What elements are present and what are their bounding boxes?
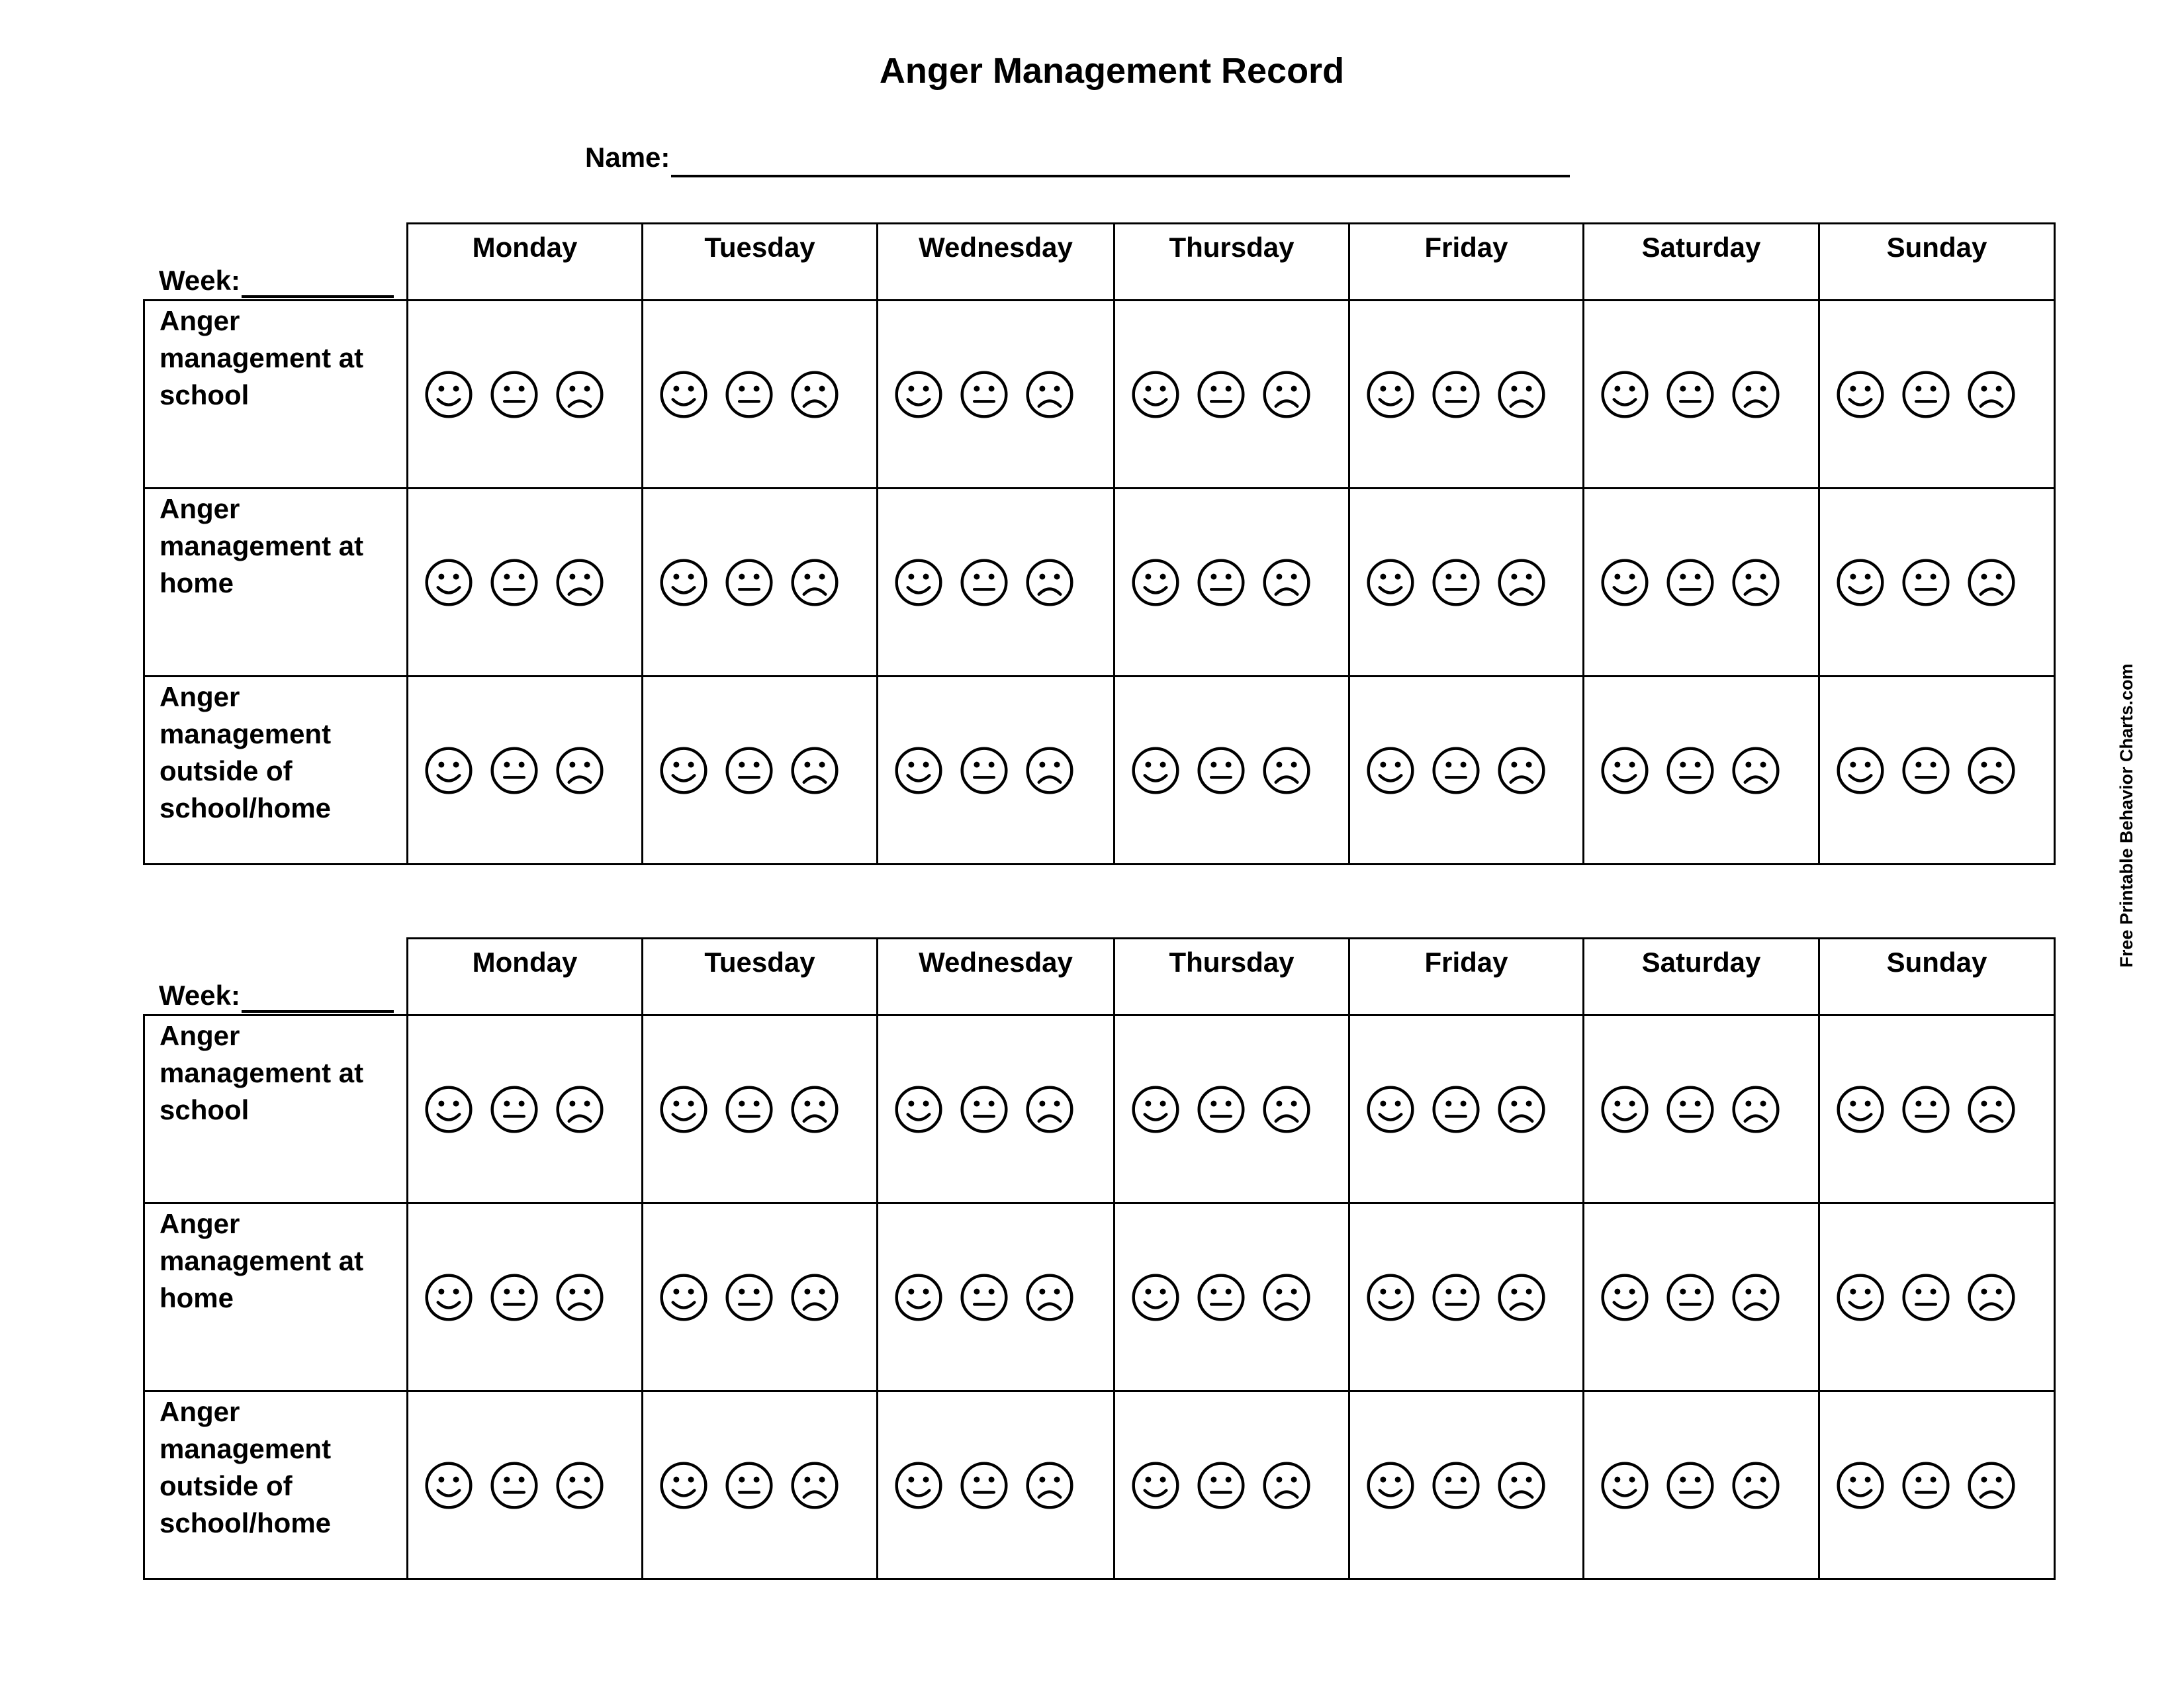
day-header-wednesday: Wednesday xyxy=(876,937,1115,1016)
smiley-face-icon[interactable] xyxy=(1366,370,1415,419)
rating-cell-tuesday[interactable] xyxy=(641,1014,878,1204)
neutral-face-icon[interactable] xyxy=(1432,1273,1480,1322)
rating-cell-saturday[interactable] xyxy=(1582,1014,1820,1204)
week-table-2 xyxy=(143,937,2054,1583)
frowning-face-icon[interactable] xyxy=(1497,746,1546,795)
rating-cell-monday[interactable] xyxy=(406,675,643,865)
neutral-face-icon[interactable] xyxy=(725,370,774,419)
smiley-face-icon[interactable] xyxy=(1366,1273,1415,1322)
page-title: Anger Management Record xyxy=(879,51,1345,91)
table-grid xyxy=(143,937,2054,1583)
rating-cell-wednesday[interactable] xyxy=(876,1014,1115,1204)
rating-cell-monday[interactable] xyxy=(406,1014,643,1204)
day-header-thursday: Thursday xyxy=(1113,222,1350,301)
row-label: Anger management at school xyxy=(143,299,408,489)
row-label: Anger management outside of school/home xyxy=(143,675,408,865)
smiley-face-icon[interactable] xyxy=(1600,1085,1649,1134)
rating-cell-sunday[interactable] xyxy=(1818,1014,2056,1204)
frowning-face-icon[interactable] xyxy=(1731,1273,1780,1322)
neutral-face-icon[interactable] xyxy=(1901,558,1950,607)
smiley-face-icon[interactable] xyxy=(894,558,943,607)
neutral-face-icon[interactable] xyxy=(1666,746,1715,795)
smiley-face-icon[interactable] xyxy=(1836,1461,1885,1510)
frowning-face-icon[interactable] xyxy=(1967,370,2016,419)
neutral-face-icon[interactable] xyxy=(490,1085,539,1134)
smiley-face-icon[interactable] xyxy=(1131,1461,1180,1510)
neutral-face-icon[interactable] xyxy=(1432,558,1480,607)
frowning-face-icon[interactable] xyxy=(1025,1085,1074,1134)
week-label: Week: xyxy=(159,980,240,1011)
neutral-face-icon[interactable] xyxy=(1901,1085,1950,1134)
frowning-face-icon[interactable] xyxy=(1025,1273,1074,1322)
rating-cell-friday[interactable] xyxy=(1348,1390,1584,1580)
neutral-face-icon[interactable] xyxy=(1197,1461,1246,1510)
frowning-face-icon[interactable] xyxy=(790,1273,839,1322)
neutral-face-icon[interactable] xyxy=(960,370,1009,419)
rating-cell-sunday[interactable] xyxy=(1818,299,2056,489)
side-watermark-text: Free Printable Behavior Charts.com xyxy=(2116,663,2136,968)
neutral-face-icon[interactable] xyxy=(1666,370,1715,419)
rating-cell-friday[interactable] xyxy=(1348,1202,1584,1392)
neutral-face-icon[interactable] xyxy=(725,1273,774,1322)
rating-cell-saturday[interactable] xyxy=(1582,299,1820,489)
neutral-face-icon[interactable] xyxy=(1197,1273,1246,1322)
rating-cell-saturday[interactable] xyxy=(1582,1202,1820,1392)
neutral-face-icon[interactable] xyxy=(1901,1273,1950,1322)
frowning-face-icon[interactable] xyxy=(1497,1461,1546,1510)
frowning-face-icon[interactable] xyxy=(555,558,604,607)
frowning-face-icon[interactable] xyxy=(1262,746,1311,795)
day-header-friday: Friday xyxy=(1348,222,1584,301)
frowning-face-icon[interactable] xyxy=(1967,1461,2016,1510)
week-label: Week: xyxy=(159,265,240,296)
rating-cell-monday[interactable] xyxy=(406,1202,643,1392)
smiley-face-icon[interactable] xyxy=(1836,1085,1885,1134)
rating-cell-wednesday[interactable] xyxy=(876,675,1115,865)
smiley-face-icon[interactable] xyxy=(894,1085,943,1134)
frowning-face-icon[interactable] xyxy=(1967,1273,2016,1322)
smiley-face-icon[interactable] xyxy=(1131,1273,1180,1322)
neutral-face-icon[interactable] xyxy=(1901,746,1950,795)
neutral-face-icon[interactable] xyxy=(1432,1085,1480,1134)
smiley-face-icon[interactable] xyxy=(1366,746,1415,795)
rating-cell-wednesday[interactable] xyxy=(876,1390,1115,1580)
smiley-face-icon[interactable] xyxy=(424,1085,473,1134)
frowning-face-icon[interactable] xyxy=(1025,1461,1074,1510)
neutral-face-icon[interactable] xyxy=(725,1085,774,1134)
rating-cell-wednesday[interactable] xyxy=(876,487,1115,677)
smiley-face-icon[interactable] xyxy=(1600,1461,1649,1510)
smiley-face-icon[interactable] xyxy=(1600,746,1649,795)
name-blank-line[interactable] xyxy=(671,142,1570,177)
frowning-face-icon[interactable] xyxy=(790,746,839,795)
rating-cell-thursday[interactable] xyxy=(1113,1014,1350,1204)
frowning-face-icon[interactable] xyxy=(1262,558,1311,607)
neutral-face-icon[interactable] xyxy=(1197,558,1246,607)
smiley-face-icon[interactable] xyxy=(894,370,943,419)
day-header-sunday: Sunday xyxy=(1818,222,2056,301)
frowning-face-icon[interactable] xyxy=(1025,558,1074,607)
neutral-face-icon[interactable] xyxy=(1666,1273,1715,1322)
neutral-face-icon[interactable] xyxy=(1432,1461,1480,1510)
frowning-face-icon[interactable] xyxy=(1731,1461,1780,1510)
frowning-face-icon[interactable] xyxy=(555,1273,604,1322)
smiley-face-icon[interactable] xyxy=(894,1273,943,1322)
smiley-face-icon[interactable] xyxy=(659,370,708,419)
day-header-tuesday: Tuesday xyxy=(641,222,878,301)
smiley-face-icon[interactable] xyxy=(424,1461,473,1510)
frowning-face-icon[interactable] xyxy=(1731,1085,1780,1134)
neutral-face-icon[interactable] xyxy=(960,1461,1009,1510)
neutral-face-icon[interactable] xyxy=(1666,1085,1715,1134)
name-label: Name: xyxy=(585,142,670,173)
smiley-face-icon[interactable] xyxy=(1836,558,1885,607)
name-field[interactable] xyxy=(585,138,1570,177)
frowning-face-icon[interactable] xyxy=(1497,1273,1546,1322)
day-header-saturday: Saturday xyxy=(1582,937,1820,1016)
smiley-face-icon[interactable] xyxy=(1600,1273,1649,1322)
frowning-face-icon[interactable] xyxy=(1497,558,1546,607)
rating-cell-tuesday[interactable] xyxy=(641,299,878,489)
frowning-face-icon[interactable] xyxy=(1262,1273,1311,1322)
frowning-face-icon[interactable] xyxy=(790,1085,839,1134)
rating-cell-sunday[interactable] xyxy=(1818,675,2056,865)
frowning-face-icon[interactable] xyxy=(1967,746,2016,795)
day-header-friday: Friday xyxy=(1348,937,1584,1016)
smiley-face-icon[interactable] xyxy=(659,558,708,607)
smiley-face-icon[interactable] xyxy=(1836,746,1885,795)
smiley-face-icon[interactable] xyxy=(1366,558,1415,607)
neutral-face-icon[interactable] xyxy=(960,1273,1009,1322)
rating-cell-wednesday[interactable] xyxy=(876,299,1115,489)
frowning-face-icon[interactable] xyxy=(1025,746,1074,795)
neutral-face-icon[interactable] xyxy=(1197,1085,1246,1134)
neutral-face-icon[interactable] xyxy=(960,746,1009,795)
rating-cell-saturday[interactable] xyxy=(1582,675,1820,865)
neutral-face-icon[interactable] xyxy=(490,746,539,795)
rating-cell-thursday[interactable] xyxy=(1113,299,1350,489)
smiley-face-icon[interactable] xyxy=(1131,746,1180,795)
smiley-face-icon[interactable] xyxy=(659,1273,708,1322)
frowning-face-icon[interactable] xyxy=(1497,1085,1546,1134)
frowning-face-icon[interactable] xyxy=(555,370,604,419)
neutral-face-icon[interactable] xyxy=(490,558,539,607)
week-table-1 xyxy=(143,222,2054,868)
neutral-face-icon[interactable] xyxy=(1666,558,1715,607)
neutral-face-icon[interactable] xyxy=(725,1461,774,1510)
smiley-face-icon[interactable] xyxy=(1600,558,1649,607)
day-header-saturday: Saturday xyxy=(1582,222,1820,301)
rating-cell-thursday[interactable] xyxy=(1113,1202,1350,1392)
row-label: Anger management at school xyxy=(143,1014,408,1204)
frowning-face-icon[interactable] xyxy=(1497,370,1546,419)
smiley-face-icon[interactable] xyxy=(1836,370,1885,419)
smiley-face-icon[interactable] xyxy=(1131,1085,1180,1134)
neutral-face-icon[interactable] xyxy=(490,1273,539,1322)
rating-cell-saturday[interactable] xyxy=(1582,487,1820,677)
neutral-face-icon[interactable] xyxy=(725,746,774,795)
rating-cell-tuesday[interactable] xyxy=(641,1390,878,1580)
rating-cell-sunday[interactable] xyxy=(1818,1202,2056,1392)
frowning-face-icon[interactable] xyxy=(790,370,839,419)
rating-cell-monday[interactable] xyxy=(406,299,643,489)
frowning-face-icon[interactable] xyxy=(1262,1085,1311,1134)
rating-cell-tuesday[interactable] xyxy=(641,1202,878,1392)
smiley-face-icon[interactable] xyxy=(1131,370,1180,419)
neutral-face-icon[interactable] xyxy=(1432,370,1480,419)
frowning-face-icon[interactable] xyxy=(555,1461,604,1510)
row-label: Anger management outside of school/home xyxy=(143,1390,408,1580)
smiley-face-icon[interactable] xyxy=(659,746,708,795)
day-header-monday: Monday xyxy=(406,222,643,301)
smiley-face-icon[interactable] xyxy=(1366,1461,1415,1510)
frowning-face-icon[interactable] xyxy=(555,1085,604,1134)
smiley-face-icon[interactable] xyxy=(1600,370,1649,419)
smiley-face-icon[interactable] xyxy=(424,558,473,607)
neutral-face-icon[interactable] xyxy=(1432,746,1480,795)
frowning-face-icon[interactable] xyxy=(1731,370,1780,419)
smiley-face-icon[interactable] xyxy=(894,746,943,795)
day-header-wednesday: Wednesday xyxy=(876,222,1115,301)
row-label: Anger management at home xyxy=(143,1202,408,1392)
rating-cell-monday[interactable] xyxy=(406,487,643,677)
neutral-face-icon[interactable] xyxy=(1901,1461,1950,1510)
smiley-face-icon[interactable] xyxy=(1131,558,1180,607)
neutral-face-icon[interactable] xyxy=(960,558,1009,607)
neutral-face-icon[interactable] xyxy=(1901,370,1950,419)
frowning-face-icon[interactable] xyxy=(790,558,839,607)
neutral-face-icon[interactable] xyxy=(960,1085,1009,1134)
smiley-face-icon[interactable] xyxy=(894,1461,943,1510)
frowning-face-icon[interactable] xyxy=(1731,746,1780,795)
row-label: Anger management at home xyxy=(143,487,408,677)
smiley-face-icon[interactable] xyxy=(1836,1273,1885,1322)
rating-cell-friday[interactable] xyxy=(1348,487,1584,677)
frowning-face-icon[interactable] xyxy=(1967,558,2016,607)
rating-cell-friday[interactable] xyxy=(1348,1014,1584,1204)
rating-cell-monday[interactable] xyxy=(406,1390,643,1580)
smiley-face-icon[interactable] xyxy=(659,1461,708,1510)
day-header-thursday: Thursday xyxy=(1113,937,1350,1016)
rating-cell-friday[interactable] xyxy=(1348,299,1584,489)
rating-cell-tuesday[interactable] xyxy=(641,487,878,677)
neutral-face-icon[interactable] xyxy=(1197,370,1246,419)
rating-cell-sunday[interactable] xyxy=(1818,487,2056,677)
day-header-sunday: Sunday xyxy=(1818,937,2056,1016)
smiley-face-icon[interactable] xyxy=(424,746,473,795)
rating-cell-thursday[interactable] xyxy=(1113,1390,1350,1580)
frowning-face-icon[interactable] xyxy=(790,1461,839,1510)
frowning-face-icon[interactable] xyxy=(555,746,604,795)
frowning-face-icon[interactable] xyxy=(1025,370,1074,419)
smiley-face-icon[interactable] xyxy=(1366,1085,1415,1134)
frowning-face-icon[interactable] xyxy=(1262,1461,1311,1510)
neutral-face-icon[interactable] xyxy=(1197,746,1246,795)
neutral-face-icon[interactable] xyxy=(1666,1461,1715,1510)
table-grid xyxy=(143,222,2054,868)
rating-cell-wednesday[interactable] xyxy=(876,1202,1115,1392)
rating-cell-sunday[interactable] xyxy=(1818,1390,2056,1580)
neutral-face-icon[interactable] xyxy=(490,370,539,419)
smiley-face-icon[interactable] xyxy=(659,1085,708,1134)
frowning-face-icon[interactable] xyxy=(1967,1085,2016,1134)
day-header-monday: Monday xyxy=(406,937,643,1016)
neutral-face-icon[interactable] xyxy=(490,1461,539,1510)
rating-cell-thursday[interactable] xyxy=(1113,675,1350,865)
smiley-face-icon[interactable] xyxy=(424,370,473,419)
rating-cell-tuesday[interactable] xyxy=(641,675,878,865)
frowning-face-icon[interactable] xyxy=(1731,558,1780,607)
smiley-face-icon[interactable] xyxy=(424,1273,473,1322)
frowning-face-icon[interactable] xyxy=(1262,370,1311,419)
rating-cell-saturday[interactable] xyxy=(1582,1390,1820,1580)
neutral-face-icon[interactable] xyxy=(725,558,774,607)
rating-cell-thursday[interactable] xyxy=(1113,487,1350,677)
day-header-tuesday: Tuesday xyxy=(641,937,878,1016)
rating-cell-friday[interactable] xyxy=(1348,675,1584,865)
